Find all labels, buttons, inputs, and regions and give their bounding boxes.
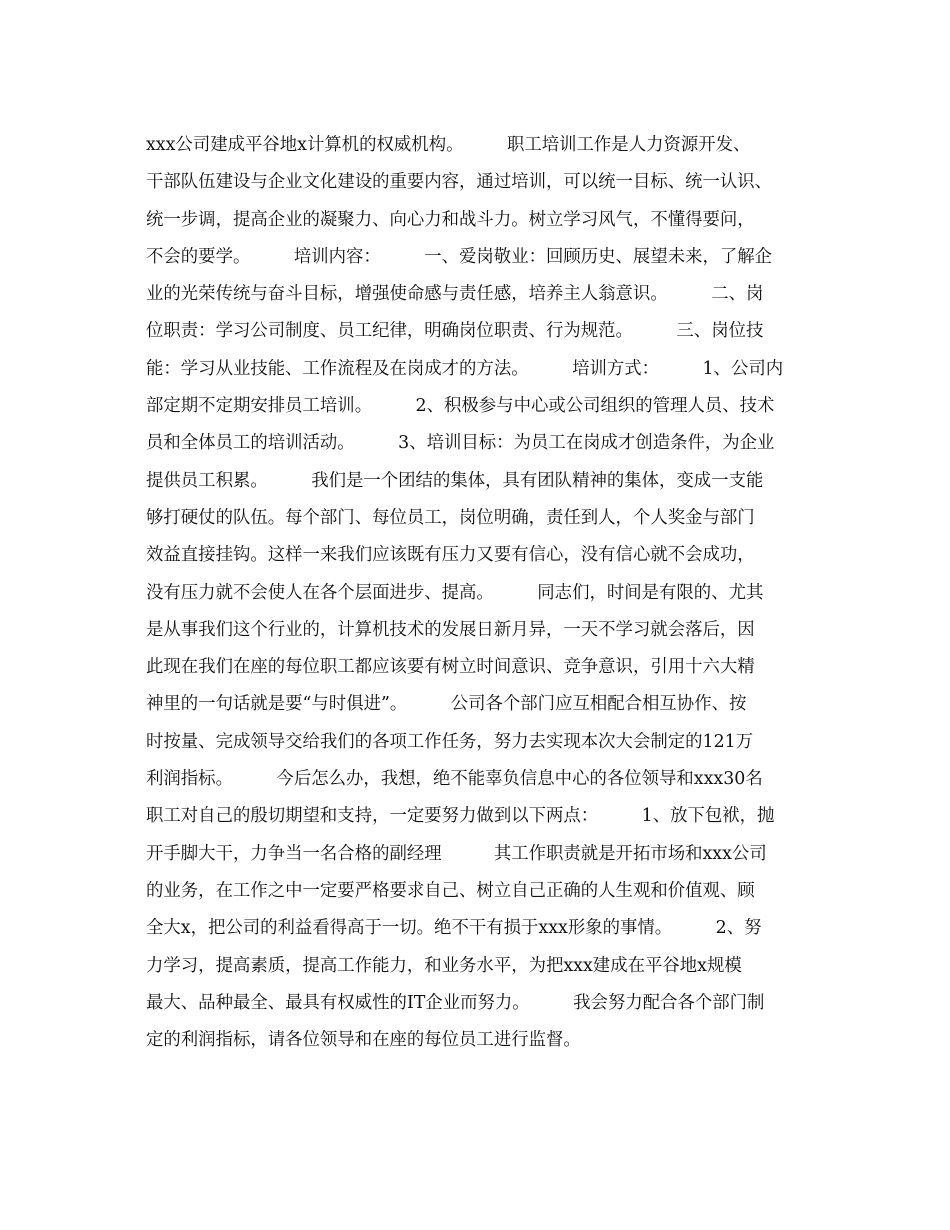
text-line: 时按量、完成领导交给我们的各项工作任务，努力去实现本次大会制定的121万 <box>146 731 754 752</box>
text-line: 开手脚大干，力争当一名合格的副经理 其工作职责就是开拓市场和xxx公司 <box>146 843 767 864</box>
text-line: 的业务，在工作之中一定要严格要求自己、树立自己正确的人生观和价值观、顾 <box>146 880 755 901</box>
text-line: 员和全体员工的培训活动。 3、培训目标：为员工在岗成才创造条件，为企业 <box>146 433 775 454</box>
text-line: 神里的一句话就是要“与时俱进”。 公司各个部门应互相配合相互协作、按 <box>146 694 747 715</box>
text-line: 力学习，提高素质，提高工作能力，和业务水平，为把xxx建成在平谷地x规模 <box>146 955 742 976</box>
text-line: 够打硬仗的队伍。每个部门、每位员工，岗位明确，责任到人，个人奖金与部门 <box>146 507 755 528</box>
body-text <box>146 127 816 1059</box>
text-line: 部定期不定期安排员工培训。 2、积极参与中心或公司组织的管理人员、技术 <box>146 396 775 417</box>
text-line: 利润指标。 今后怎么办，我想，绝不能辜负信息中心的各位领导和xxx30名 <box>146 769 763 790</box>
text-line: 效益直接挂钩。这样一来我们应该既有压力又要有信心，没有信心就不会成功， <box>146 545 755 566</box>
text-line: 干部队伍建设与企业文化建设的重要内容，通过培训，可以统一目标、统一认识、 <box>146 172 773 193</box>
text-line: 统一步调，提高企业的凝聚力、向心力和战斗力。树立学习风气，不懂得要问， <box>146 209 755 230</box>
text-line: 定的利润指标，请各位领导和在座的每位员工进行监督。 <box>146 1030 581 1051</box>
text-line: xxx公司建成平谷地x计算机的权威机构。 职工培训工作是人力资源开发、 <box>146 135 751 155</box>
text-line: 不会的要学。 培训内容： 一、爱岗敬业：回顾历史、展望未来，了解企 <box>146 246 773 267</box>
text-line: 职工对自己的殷切期望和支持，一定要努力做到以下两点： 1、放下包袱，抛 <box>146 806 775 827</box>
text-line: 此现在我们在座的每位职工都应该要有树立时间意识、竞争意识，引用十六大精 <box>146 657 755 678</box>
text-line: 业的光荣传统与奋斗目标，增强使命感与责任感，培养主人翁意识。 二、岗 <box>146 284 764 305</box>
text-line: 提供员工积累。 我们是一个团结的集体，具有团队精神的集体，变成一支能 <box>146 470 764 491</box>
text-line: 是从事我们这个行业的，计算机技术的发展日新月异，一天不学习就会落后，因 <box>146 619 755 640</box>
text-line: 最大、品种最全、最具有权威性的IT企业而努力。 我会努力配合各个部门制 <box>146 992 765 1013</box>
text-line: 位职责：学习公司制度、员工纪律，明确岗位职责、行为规范。 三、岗位技 <box>146 321 764 342</box>
text-line: 没有压力就不会使人在各个层面进步、提高。 同志们，时间是有限的、尤其 <box>146 582 764 603</box>
text-line: 全大x，把公司的利益看得高于一切。绝不干有损于xxx形象的事情。 2、努 <box>146 918 762 939</box>
text-line: 能：学习从业技能、工作流程及在岗成才的方法。 培训方式： 1、公司内 <box>146 358 784 379</box>
